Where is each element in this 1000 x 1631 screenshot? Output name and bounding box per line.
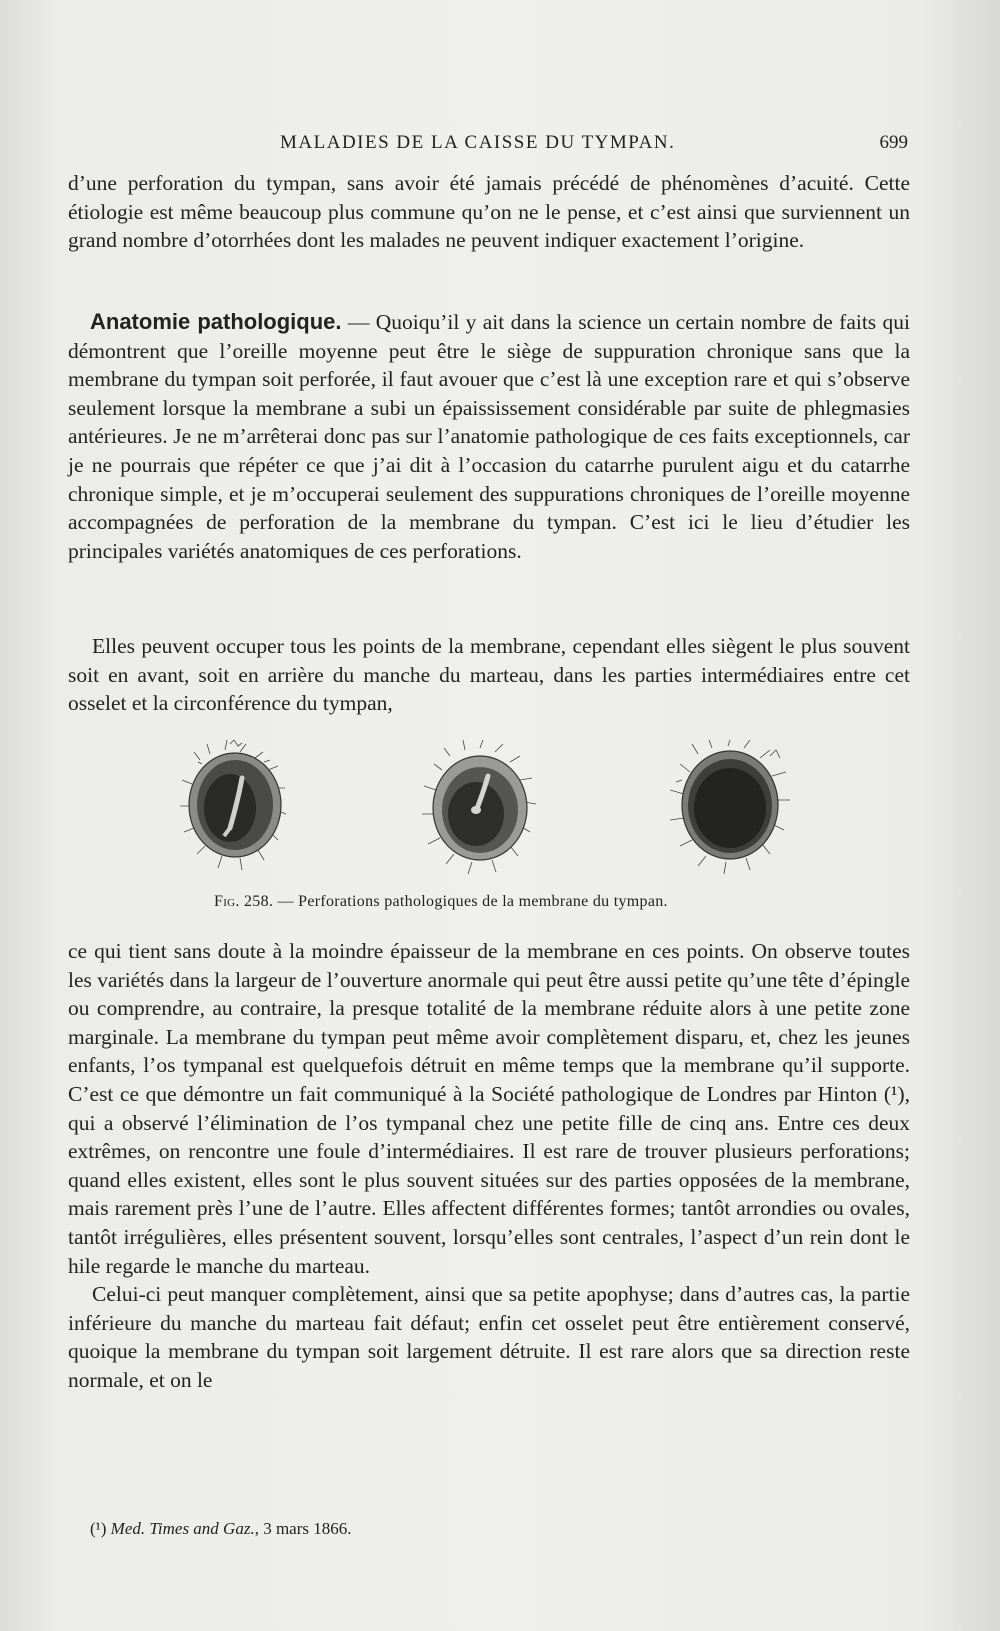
paragraph-text: — Quoiqu’il y ait dans la science un certain nombre de faits qui démontrent que l’oreille moyenne peut être le siège de suppuration chronique sans que la membrane du tympan soit perforée, il faut avouer que c’est là une exception rare et qui s’observe seulement lorsque la membrane a subi un épaississement considérable par suite de phlegmasies antérieures. Je ne m’arrêterai donc pas sur l’anatomie pathologique de ces faits exceptionnels, car je ne pourrais que répéter ce que j’ai dit à l’occasion du catarrhe purulent aigu et du catarrhe chronique simple, et je m’occuperai seulement des suppurations chroniques de l’oreille moyenne accompagnées de perforation de la membrane du tympan. C’est ici le lieu d’étudier les principales variétés anatomiques de ces perforations. <box>68 310 910 563</box>
tympanic-membrane-illustration-3 <box>670 740 790 880</box>
figure-label: Fig. 258. <box>214 893 274 910</box>
section-heading: Anatomie pathologique. <box>90 309 342 334</box>
paragraph-text: Elles peuvent occuper tous les points de la membrane, cependant elles siègent le plus souvent soit en avant, soit en arrière du manche du marteau, dans les parties intermédiaires entre cet osselet et la circonférence du tympan, <box>68 634 910 716</box>
page-header <box>70 132 908 160</box>
paragraph-2 <box>68 308 910 565</box>
paragraph-text: ce qui tient sans doute à la moindre épaisseur de la membrane en ces points. On observe toutes les variétés dans la largeur de l’ouverture anormale qui peut être aussi petite qu’une tête d’épingle ou comprendre, au contraire, la presque totalité de la membrane réduite alors à une petite zone marginale. La membrane du tympan peut même avoir complètement disparu, et, chez les jeunes enfants, l’os tympanal est quelquefois détruit en même temps que la membrane qu’il supporte. C’est ce que démontre un fait communiqué à la Société pathologique de Londres par Hinton (¹), qui a observé l’élimination de l’os tympanal chez une petite fille de cinq ans. Entre ces deux extrêmes, on rencontre une foule d’intermédiaires. Il est rare de trouver plusieurs perforations; quand elles existent, elles sont le plus souvent situées sur des parties opposées de la membrane, mais rarement près l’une de l’autre. Elles affectent différentes formes; tantôt arrondies ou ovales, tantôt irrégulières, elles présentent souvent, lorsqu’elles sont centrales, l’aspect d’un rein dont le hile regarde le manche du marteau. <box>68 939 910 1278</box>
paragraph-3 <box>68 632 910 718</box>
paragraph-1 <box>68 169 910 255</box>
paragraph-5-text: Celui-ci peut manquer complètement, ainsi que sa petite apophyse; dans d’autres cas, la partie inférieure du manche du marteau fait défaut; enfin cet osselet peut être entièrement conservé, quoique la membrane du tympan soit largement détruite. Il est rare alors que sa direction reste normale, et on le <box>68 1282 910 1392</box>
tympanic-membrane-illustration-1 <box>180 740 290 880</box>
figure-258 <box>180 740 840 880</box>
paragraph-text: d’une perforation du tympan, sans avoir été jamais précédé de phénomènes d’acuité. Cette étiologie est même beaucoup plus commune qu’on ne le pense, et c’est ainsi que surviennent un grand nombre d’otorrhées dont les malades ne peuvent indiquer exactement l’origine. <box>68 171 910 253</box>
footnote-marker: (¹) <box>90 1519 111 1538</box>
footnote-source: Med. Times and Gaz. <box>110 1519 255 1538</box>
tympanic-membrane-illustration-2 <box>420 740 540 880</box>
figure-caption <box>214 893 668 911</box>
footnote-date: , 3 mars 1866. <box>254 1519 352 1538</box>
paragraph-4 <box>68 937 910 1395</box>
figure-caption-text: — Perforations pathologiques de la membrane du tympan. <box>273 893 668 910</box>
footnote <box>90 1519 352 1539</box>
running-title: MALADIES DE LA CAISSE DU TYMPAN. <box>280 132 676 153</box>
page-number: 699 <box>879 132 908 153</box>
